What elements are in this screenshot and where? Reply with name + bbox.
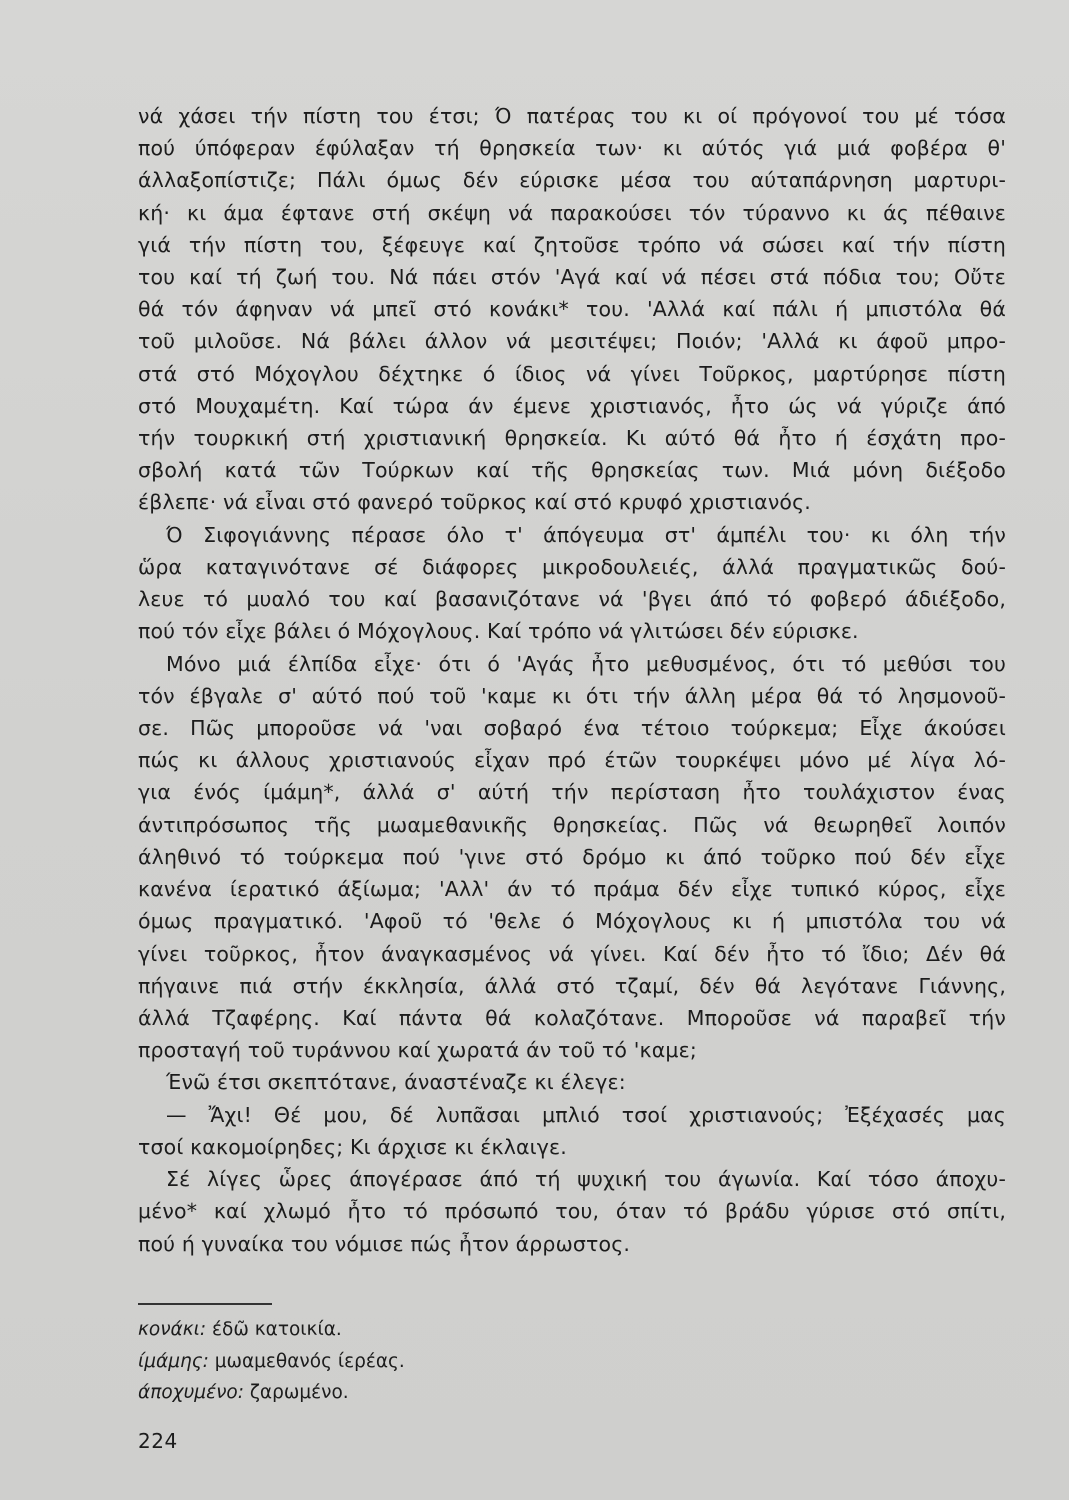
- paragraph-first-line: Ένῶ έτσι σκεπτότανε, άναστέναζε κι έλεγε:: [166, 1070, 626, 1094]
- footnote-definition: ζαρωμένο.: [243, 1382, 349, 1403]
- body-line: άληθινό τό τούρκεμα πού 'γινε στό δρόμο κι άπό τοῦρκο πού δέν εἶχε: [138, 845, 1006, 869]
- body-line: άλλαξοπίστιζε; Πάλι όμως δέν εύρισκε μέσα του αύταπάρνηση μαρτυρι-: [138, 168, 1006, 192]
- body-line: στά στό Μόχογλου δέχτηκε ό ίδιος νά γίνει Τοῦρκος, μαρτύρησε πίστη: [138, 362, 1006, 386]
- body-line: ὥρα καταγινότανε σέ διάφορες μικροδουλειές, άλλά πραγματικῶς δού-: [138, 555, 1006, 579]
- body-line: άντιπρόσωπος τῆς μωαμεθανικῆς θρησκείας. Πῶς νά θεωρηθεῖ λοιπόν: [138, 813, 1006, 837]
- body-line: τόν έβγαλε σ' αύτό πού τοῦ 'καμε κι ότι τήν άλλη μέρα θά τό λησμονοῦ-: [138, 684, 1006, 708]
- body-line: του καί τή ζωή του. Νά πάει στόν 'Αγά καί νά πέσει στά πόδια του; Οὔτε: [138, 265, 1006, 289]
- body-line: στό Μουχαμέτη. Καί τώρα άν έμενε χριστιανός, ἦτο ώς νά γύριζε άπό: [138, 394, 1006, 418]
- body-line: πού τόν εἶχε βάλει ό Μόχογλους. Καί τρόπο νά γλιτώσει δέν εύρισκε.: [138, 619, 859, 643]
- footnote: [138, 1379, 349, 1407]
- body-line: τσοί κακομοίρηδες; Κι άρχισε κι έκλαιγε.: [138, 1135, 567, 1159]
- body-line: για ένός ίμάμη*, άλλά σ' αύτή τήν περίσταση ἦτο τουλάχιστον ένας: [138, 780, 1006, 804]
- body-line: άλλά Τζαφέρης. Καί πάντα θά κολαζότανε. Μποροῦσε νά παραβεῖ τήν: [138, 1006, 1006, 1030]
- body-line: πώς κι άλλους χριστιανούς εἶχαν πρό έτῶν τουρκέψει μόνο μέ λίγα λό-: [138, 748, 1006, 772]
- paragraph-first-line: Σέ λίγες ὧρες άπογέρασε άπό τή ψυχική του άγωνία. Καί τόσο άποχυ-: [166, 1167, 1006, 1191]
- body-line: γίνει τοῦρκος, ἦτον άναγκασμένος νά γίνει. Καί δέν ἦτο τό ἴδιο; Δέν θά: [138, 942, 1006, 966]
- body-line: γιά τήν πίστη του, ξέφευγε καί ζητοῦσε τρόπο νά σώσει καί τήν πίστη: [138, 233, 1006, 257]
- body-line: μένο* καί χλωμό ἦτο τό πρόσωπό του, όταν τό βράδυ γύρισε στό σπίτι,: [138, 1199, 1006, 1223]
- body-line: θά τόν άφηναν νά μπεῖ στό κονάκι* του. 'Αλλά καί πάλι ή μπιστόλα θά: [138, 297, 1006, 321]
- body-line: όμως πραγματικό. 'Αφοῦ τό 'θελε ό Μόχογλους κι ή μπιστόλα του νά: [138, 909, 1006, 933]
- page-number: 224: [138, 1429, 178, 1453]
- body-line: σβολή κατά τῶν Τούρκων καί τῆς θρησκείας των. Μιά μόνη διέξοδο: [138, 458, 1006, 482]
- body-line: προσταγή τοῦ τυράννου καί χωρατά άν τοῦ τό 'καμε;: [138, 1038, 697, 1062]
- footnote-term: ίμάμης:: [138, 1351, 209, 1372]
- footnote-definition: μωαμεθανός ίερέας.: [208, 1351, 405, 1372]
- body-line: πού ύπόφεραν έφύλαξαν τή θρησκεία των· κι αύτός γιά μιά φοβέρα θ': [138, 136, 1006, 160]
- body-line: έβλεπε· νά εἶναι στό φανερό τοῦρκος καί στό κρυφό χριστιανός.: [138, 490, 811, 514]
- body-line: πού ή γυναίκα του νόμισε πώς ἦτον άρρωστος.: [138, 1232, 631, 1256]
- body-line: νά χάσει τήν πίστη του έτσι; Ό πατέρας του κι οί πρόγονοί του μέ τόσα: [138, 104, 1006, 128]
- dialogue-line: — Ἄχι! Θέ μου, δέ λυπᾶσαι μπλιό τσοί χριστιανούς; Ἐξέχασές μας: [166, 1103, 1006, 1127]
- paragraph-first-line: Μόνο μιά έλπίδα εἶχε· ότι ό 'Αγάς ἦτο μεθυσμένος, ότι τό μεθύσι του: [166, 652, 1006, 676]
- footnote-definition: έδῶ κατοικία.: [206, 1319, 342, 1340]
- footnote-separator: [138, 1303, 272, 1305]
- footnote: [138, 1348, 405, 1376]
- footnote-term: κονάκι:: [138, 1319, 207, 1340]
- body-line: τοῦ μιλοῦσε. Νά βάλει άλλον νά μεσιτέψει; Ποιόν; 'Αλλά κι άφοῦ μπρο-: [138, 329, 1006, 353]
- body-line: κανένα ίερατικό άξίωμα; 'Αλλ' άν τό πράμα δέν εἶχε τυπικό κύρος, εἶχε: [138, 877, 1006, 901]
- body-line: κή· κι άμα έφτανε στή σκέψη νά παρακούσει τόν τύραννο κι άς πέθαινε: [138, 201, 1006, 225]
- body-line: λευε τό μυαλό του καί βασανιζότανε νά 'βγει άπό τό φοβερό άδιέξοδο,: [138, 587, 1006, 611]
- body-line: τήν τουρκική στή χριστιανική θρησκεία. Κι αύτό θά ἦτο ή έσχάτη προ-: [138, 426, 1006, 450]
- paragraph-first-line: Ό Σιφογιάννης πέρασε όλο τ' άπόγευμα στ' άμπέλι του· κι όλη τήν: [166, 523, 1006, 547]
- footnote: [138, 1316, 342, 1344]
- footnote-term: άποχυμένο:: [138, 1382, 244, 1403]
- body-line: σε. Πῶς μποροῦσε νά 'ναι σοβαρό ένα τέτοιο τούρκεμα; Εἶχε άκούσει: [138, 716, 1006, 740]
- body-line: πήγαινε πιά στήν έκκλησία, άλλά στό τζαμί, δέν θά λεγότανε Γιάννης,: [138, 974, 1006, 998]
